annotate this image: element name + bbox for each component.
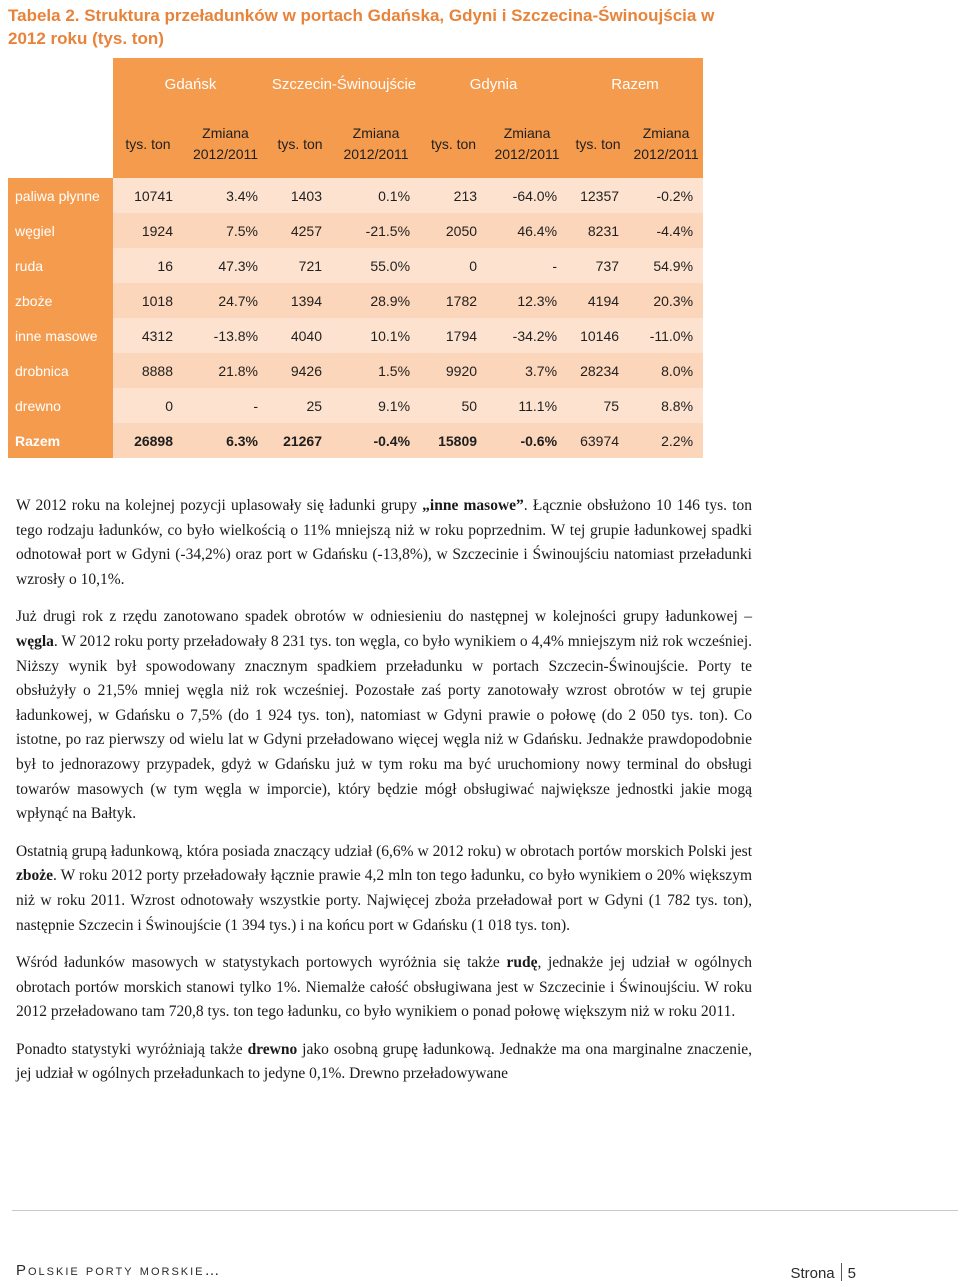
paragraph-zboze: Ostatnią grupą ładunkową, która posiada znaczący udział (6,6% w 2012 roku) w obrotach portów morskich Polski jest zboże. W roku 2012 porty przeładowały łącznie prawie 4,2 mln ton tego ładunku, co było wynikiem o 20% większym niż w roku 2011. Wzrost odnotowały wszystkie porty. Najwięcej zboża przeładował port w Gdyni (1 782 tys. ton), następnie Szczecin i Świnoujście (1 394 tys.) i na końcu port w Gdańsku (1 018 tys. ton).: [16, 842, 752, 934]
subheader-zmiana-label: Zmiana: [503, 125, 551, 141]
subheader-zmiana-period: 2012/2011: [343, 146, 409, 162]
table-cell: 0.1%: [332, 178, 420, 213]
emphasis: drewno: [247, 1040, 298, 1058]
emphasis: węgla: [16, 632, 54, 650]
table-cell: 3.7%: [487, 353, 567, 388]
table-cell: 11.1%: [487, 388, 567, 423]
table-cell: 737: [567, 248, 629, 283]
table-cell: -0.6%: [487, 423, 567, 458]
table-row: [8, 318, 703, 353]
table-cell: -11.0%: [629, 318, 703, 353]
row-label: zboże: [8, 283, 113, 318]
table-row: [8, 248, 703, 283]
emphasis: „inne masowe”: [422, 497, 524, 514]
row-label: ruda: [8, 248, 113, 283]
table-cell: 28.9%: [332, 283, 420, 318]
table-cell: 12.3%: [487, 283, 567, 318]
table-row: [8, 388, 703, 423]
table-cell: 54.9%: [629, 248, 703, 283]
table-cell: 1782: [420, 283, 487, 318]
table-cell: 4040: [268, 318, 332, 353]
table-cell: 50: [420, 388, 487, 423]
table-cell: 28234: [567, 353, 629, 388]
header-port-gdynia: Gdynia: [420, 58, 567, 110]
table-cell: 47.3%: [183, 248, 268, 283]
footer-divider: [12, 1210, 958, 1211]
table-cell: 8888: [113, 353, 183, 388]
table-cell: -4.4%: [629, 213, 703, 248]
table-cell: 9920: [420, 353, 487, 388]
table-cell: -: [183, 388, 268, 423]
table-cell: 8.0%: [629, 353, 703, 388]
emphasis: zboże: [16, 867, 54, 885]
table-cell: 8.8%: [629, 388, 703, 423]
footer-page-indicator: [790, 1263, 856, 1282]
subheader-zmiana: [487, 110, 567, 178]
table-cell: -0.2%: [629, 178, 703, 213]
subheader-zmiana-period: 2012/2011: [494, 146, 560, 162]
table-cell: 26898: [113, 423, 183, 458]
table-cell: 6.3%: [183, 423, 268, 458]
table-cell: 721: [268, 248, 332, 283]
subheader-zmiana: [629, 110, 703, 178]
table-cell: 2.2%: [629, 423, 703, 458]
paragraph-wegiel: Już drugi rok z rzędu zanotowano spadek obrotów w odniesieniu do następnej w kolejności grupy ładunkowej – węgla. W 2012 roku porty przeładowały 8 231 tys. ton węgla, co było wynikiem o 4,4% mniejszym niż rok wcześniej. Niższy wynik był spowodowany znacznym spadkiem przeładunku w portach Szczecin-Świnoujście. Porty te obsłużyły o 21,5% mniej węgla niż rok wcześniej. Pozostałe zaś porty zanotowały wzrost obrotów w tej grupie ładunkowej, w Gdańsku o 7,5% (do 1 924 tys. ton), natomiast w Gdyni prawie o połowę (do 2 050 tys. ton). Co istotne, po raz pierwszy od wielu lat w Gdyni przeładowano więcej węgla niż w Gdańsku. Jednakże prawdopodobnie był to jednorazowy przypadek, gdyż w Gdańsku już w tym roku ma być uruchomiony nowy terminal do obsługi towarów masowych (w tym węgla w imporcie), który będzie mógł obsługiwać największe jednostki jakie mogą wpłynąć na Bałtyk.: [16, 608, 752, 823]
table-cell: 9426: [268, 353, 332, 388]
subheader-tys-ton: tys. ton: [268, 110, 332, 178]
table-cell: 8231: [567, 213, 629, 248]
row-label: paliwa płynne: [8, 178, 113, 213]
table-title: Tabela 2. Struktura przeładunków w portach Gdańska, Gdyni i Szczecina-Świnoujścia w 2012 roku (tys. ton): [8, 6, 715, 48]
table-row: [8, 353, 703, 388]
header-port-gdansk: Gdańsk: [113, 58, 268, 110]
table-cell: 16: [113, 248, 183, 283]
subheader-zmiana: [332, 110, 420, 178]
table-cell: 25: [268, 388, 332, 423]
row-label: Razem: [8, 423, 113, 458]
table-cell: 21.8%: [183, 353, 268, 388]
table-cell: 10.1%: [332, 318, 420, 353]
subheader-tys-ton: tys. ton: [420, 110, 487, 178]
table-cell: -: [487, 248, 567, 283]
table-cell: -21.5%: [332, 213, 420, 248]
table-cell: 12357: [567, 178, 629, 213]
header-port-razem: Razem: [567, 58, 703, 110]
table-cell: 55.0%: [332, 248, 420, 283]
table-cell: 24.7%: [183, 283, 268, 318]
paragraph-drewno: Ponadto statystyki wyróżniają także drewno jako osobną grupę ładunkową. Jednakże ma ona marginalne znaczenie, jej udział w ogólnych przeładunkach to jedyne 0,1%. Drewno przeładowywane: [16, 1040, 753, 1083]
subheader-zmiana-period: 2012/2011: [192, 146, 259, 162]
table-cell: 3.4%: [183, 178, 268, 213]
table-cell: 46.4%: [487, 213, 567, 248]
table-cell: 15809: [420, 423, 487, 458]
row-label: drobnica: [8, 353, 113, 388]
table-cell: -0.4%: [332, 423, 420, 458]
table-cell: 1.5%: [332, 353, 420, 388]
table-cell: -64.0%: [487, 178, 567, 213]
table-cell: 75: [567, 388, 629, 423]
table-row: [8, 178, 703, 213]
table-cell: 1403: [268, 178, 332, 213]
subheader-zmiana-label: Zmiana: [352, 125, 400, 141]
table-cell: -34.2%: [487, 318, 567, 353]
row-label: węgiel: [8, 213, 113, 248]
table-cell: 1394: [268, 283, 332, 318]
body-text: [16, 494, 752, 1100]
table-row: [8, 213, 703, 248]
table-cell: 0: [420, 248, 487, 283]
table-cell: 10146: [567, 318, 629, 353]
table-cell: 1018: [113, 283, 183, 318]
subheader-zmiana: [183, 110, 268, 178]
footer-page-number: 5: [847, 1265, 856, 1282]
row-label: inne masowe: [8, 318, 113, 353]
footer-page-label: Strona: [790, 1265, 835, 1282]
table-cell: -13.8%: [183, 318, 268, 353]
header-port-szczecin: Szczecin-Świnoujście: [268, 58, 420, 110]
table-row: [8, 283, 703, 318]
paragraph-ruda: Wśród ładunków masowych w statystykach portowych wyróżnia się także rudę, jednakże jej udział w ogólnych obrotach portów morskich stanowi tylko 1%. Niemalże całość obsługiwana jest w Szczecinie i Świnoujściu. W roku 2012 przeładowano tam 720,8 tys. ton tego ładunku, co było wynikiem o ponad połowę większym niż w roku 2011.: [16, 954, 752, 1021]
table-cell: 2050: [420, 213, 487, 248]
subheader-zmiana-label: Zmiana: [642, 125, 690, 141]
subheader-tys-ton: tys. ton: [113, 110, 183, 178]
subheader-tys-ton: tys. ton: [567, 110, 629, 178]
emphasis: rudę: [506, 954, 538, 972]
table-row: [8, 423, 703, 458]
table-cell: 4194: [567, 283, 629, 318]
row-label: drewno: [8, 388, 113, 423]
table-cell: 1924: [113, 213, 183, 248]
table-cell: 213: [420, 178, 487, 213]
cargo-table: [8, 58, 703, 458]
table-cell: 20.3%: [629, 283, 703, 318]
table-cell: 9.1%: [332, 388, 420, 423]
footer-separator: [841, 1263, 842, 1281]
table-cell: 0: [113, 388, 183, 423]
table-cell: 7.5%: [183, 213, 268, 248]
table-cell: 10741: [113, 178, 183, 213]
table-cell: 63974: [567, 423, 629, 458]
footer-publication-title: Polskie porty morskie…: [16, 1262, 222, 1279]
subheader-zmiana-period: 2012/2011: [633, 146, 699, 162]
subheader-zmiana-label: Zmiana: [202, 125, 249, 141]
table-cell: 4257: [268, 213, 332, 248]
table-cell: 21267: [268, 423, 332, 458]
table-cell: 4312: [113, 318, 183, 353]
table-cell: 1794: [420, 318, 487, 353]
paragraph-inne-masowe: W 2012 roku na kolejnej pozycji uplasowały się ładunki grupy „inne masowe”. Łącznie obsłużono 10 146 tys. ton tego rodzaju ładunków, co było wielkością o 11% mniejszą niż w roku poprzednim. W tej grupie ładunkowej spadki odnotował port w Gdyni (-34,2%) oraz port w Gdańsku (-13,8%), w Szczecinie i Świnoujściu natomiast przeładunki wzrosły o 10,1%.: [16, 497, 753, 588]
